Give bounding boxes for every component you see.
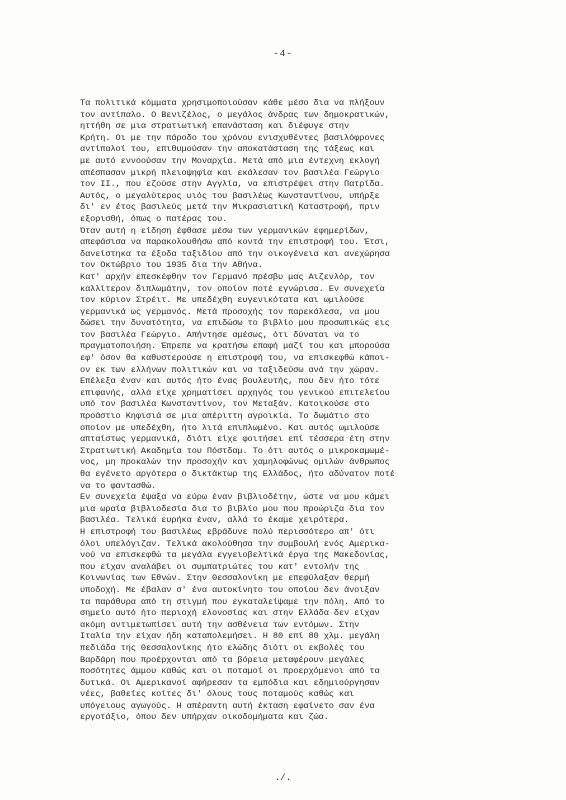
text-line: εφ' όσον θα καθυστερούσε η επιστροφή του, να επισκεφθώ κάποι- xyxy=(80,353,390,364)
text-line: τον βασιλέα Γεώργιο. Απήντησε αμέσως, ότι δύναται να το xyxy=(80,329,360,340)
text-line: νος, μη προκαλών την προσοχήν και χαμηλοφώνως ομιλών άνθρωπος xyxy=(80,457,390,468)
text-line: νέες, βαθείες κοίτες δι' όλους τους ποταμούς καθώς και xyxy=(80,689,355,700)
text-line: δι' εν έτος βασιλεύς μετά την Μικρασιατική Καταστροφή, πριν xyxy=(80,202,380,213)
text-line: πραγματοποιήση. Έπρεπε να κρατήσω επαφή μαζί του και μπορούσα xyxy=(80,341,390,352)
text-line: υπόγειους αγωγούς. Η απέραντη αυτή έκταση εφαίνετο σαν ένα xyxy=(80,700,375,711)
text-line: αντίπαλοί του, επιθυμούσαν την αποκατάσταση της τάξεως και xyxy=(80,144,375,155)
continuation-mark: ./. xyxy=(274,773,292,783)
text-line: υποδοχή. Με έβαλαν σ' ένα αυτοκίνητο του οποίου δεν άνοιξαν xyxy=(80,584,380,595)
text-line: Επέλεξα έναν και αυτός ήτο ένας βουλευτής, που δεν ήτο τότε xyxy=(80,376,380,387)
text-line: Κοινωνίας των Εθνών. Στην Θεσσαλονίκη με επεφύλαξαν θερμή xyxy=(80,573,370,584)
text-line: με αυτό εννοούσαν την Μοναρχία. Μετά από μια έντεχνη εκλογή xyxy=(80,155,380,166)
text-line: ποσότητες άμμου καθώς και οι ποταμοί οι προερχόμενοι από τα xyxy=(80,666,380,677)
text-line: όλοι υπελόγιζαν. Τελικά ακολούθησα την συμβουλή ενός Αμερικα- xyxy=(80,538,390,549)
text-line: προάστιο Κηφισιά σε μια απέριττη αγροικία. Το δωμάτιο στο xyxy=(80,411,370,422)
text-line: τα παράθυρα από τη στιγμή που εγκαταλείψαμε την πόλη. Από το xyxy=(80,596,385,607)
text-line: μια ωραία βιβλιοδεσία δια το βιβλίο μου που προώριζα δια τον xyxy=(80,503,385,514)
body-text xyxy=(80,98,520,724)
text-line: τον κύριον Στρέιτ. Με υπεδέχθη ευγενικότατα και ωμιλούσε xyxy=(80,295,365,306)
text-line: βασιλέα. Τελικά ευρήκα έναν, αλλά το έκαμε χειρότερα. xyxy=(80,515,350,526)
text-line: εργοτάξιο, όπου δεν υπήρχαν οικοδομήματα και ζώα. xyxy=(80,712,329,723)
text-line: ον εκ των ελλήνων πολιτικών και να ταξιδεύσω ανά την χώραν. xyxy=(80,364,380,375)
text-line: Τα πολιτικά κόμματα χρησιμοποιούσαν κάθε μέσο δια να πλήξουν xyxy=(80,98,385,108)
text-line: οποίον με υπεδέχθη, ήτο λιτά επιπλωμένο. Και αυτός ωμιλούσε xyxy=(80,422,380,433)
text-line: εξορισθή, όπως ο πατέρας του. xyxy=(80,213,228,224)
text-line: δανείστηκα τα έξοδα ταξιδίου από την οικογένεια και ανεχώρησα xyxy=(80,248,390,259)
text-line: νού να επισκεφθώ τα μεγάλα εγγειοβελτικά έργα της Μακεδονίας, xyxy=(80,550,390,561)
text-line: απέσπασαν μικρή πλειοψηφία και εκάλεσαν τον βασιλέα Γεώργιο xyxy=(80,167,380,178)
text-line: γερμανικά ως γερμανός. Μετά προσοχής τον παρεκάλεσα, να μου xyxy=(80,306,380,317)
text-line: ακόμη αντιμετωπίσει αυτή την ασθένεια των εντόμων. Στην xyxy=(80,619,360,630)
text-line: σημείο αυτό ήτο περιοχή ελονοσίας και στην Ελλάδα δεν είχαν xyxy=(80,608,380,619)
text-line: Η επιστροφή του βασιλέως εβράδυνε πολύ περισσότερο απ' ότι xyxy=(80,526,375,537)
text-line: υπό τον βασιλέα Κωνσταντίνον, τον Μεταξάν. Κατοικούσε στο xyxy=(80,399,370,410)
text-line: Εν συνεχεία έψαξα να εύρω έναν βιβλιοδέτην, ώστε να μου κάμει xyxy=(80,492,390,503)
text-line: δυτικά. Οι Αμερικανοί αφήρεσαν τα εμπόδια και εδημιούργησαν xyxy=(80,677,380,688)
text-line: πεδιάδα της Θεσσαλονίκης ήτο ελώδης διότι οι εκβολές του xyxy=(80,642,365,653)
text-line: τον αντίπαλο. Ο Βενιζέλος, ο μεγάλος άνδρας των δημοκρατικών, xyxy=(80,109,390,120)
page-number: -4- xyxy=(272,48,294,59)
text-line: Όταν αυτή η είδηση έφθασε μέσω των γερμανικών εφημερίδων, xyxy=(80,225,370,236)
text-line: Αυτός, ο μεγαλύτερος υιός του βασιλέως Κωνσταντίνου, υπήρξε xyxy=(80,190,380,201)
text-line: Ιταλία την είχαν ήδη καταπολεμήσει. Η 80 επί 80 χλμ. μεγάλη xyxy=(80,631,380,642)
text-line: Βαρδάρη που προέρχονται από τα βόρεια μεταφέρουν μεγάλες xyxy=(80,654,365,665)
text-line: που είχαν αναλάβει οι συμπατριώτες του κατ' εντολήν της xyxy=(80,561,360,572)
text-line: τον Οκτώβριο του 1935 δια την Αθήνα. xyxy=(80,260,263,271)
text-line: δώσει την δυνατότητα, να επιδώσω το βιβλίο μου προσωπικώς εις xyxy=(80,318,390,329)
text-line: καλλίτερον διπλωμάτην, τον οποίον ποτέ εγνώρισα. Εν συνεχεία xyxy=(80,283,385,294)
text-line: να το φαντασθώ. xyxy=(80,480,157,491)
text-line: ηττήθη σε μια στρατιωτική επανάσταση και διέφυγε στην xyxy=(80,121,350,132)
text-line: επιφανής, αλλά είχε χρηματίσει αρχηγός του γενικού επιτελείου xyxy=(80,387,390,398)
text-line: τον ΙΙ., που εζούσε στην Αγγλία, να επιστρέψει στην Πατρίδα. xyxy=(80,179,385,190)
text-line: θα εγένετο αργότερα ο δικτάκτωρ της Ελλάδος, ήτο αδύνατον ποτέ xyxy=(80,469,395,479)
text-line: Στρατιωτική Ακαδημία του Πόστδαμ. Το ότι αυτός ο μικροκαμωμέ- xyxy=(80,445,390,456)
text-line: Κρήτη. Οι με την πάροδο του χρόνου ενισχυθέντες βασιλόφρονες xyxy=(80,132,385,143)
text-line: απεφάσισα να παρακολουθήσω από κοντά την επιστροφή του. Έτσι, xyxy=(80,237,390,248)
text-line: απταίστως γερμανικά, διότι είχε φοιτήσει επί τέσσερα έτη στην xyxy=(80,434,390,445)
text-line: Κατ' αρχήν επεσκέφθην τον Γερμανό πρέσβυ μας Αιζενλόρ, τον xyxy=(80,271,375,282)
